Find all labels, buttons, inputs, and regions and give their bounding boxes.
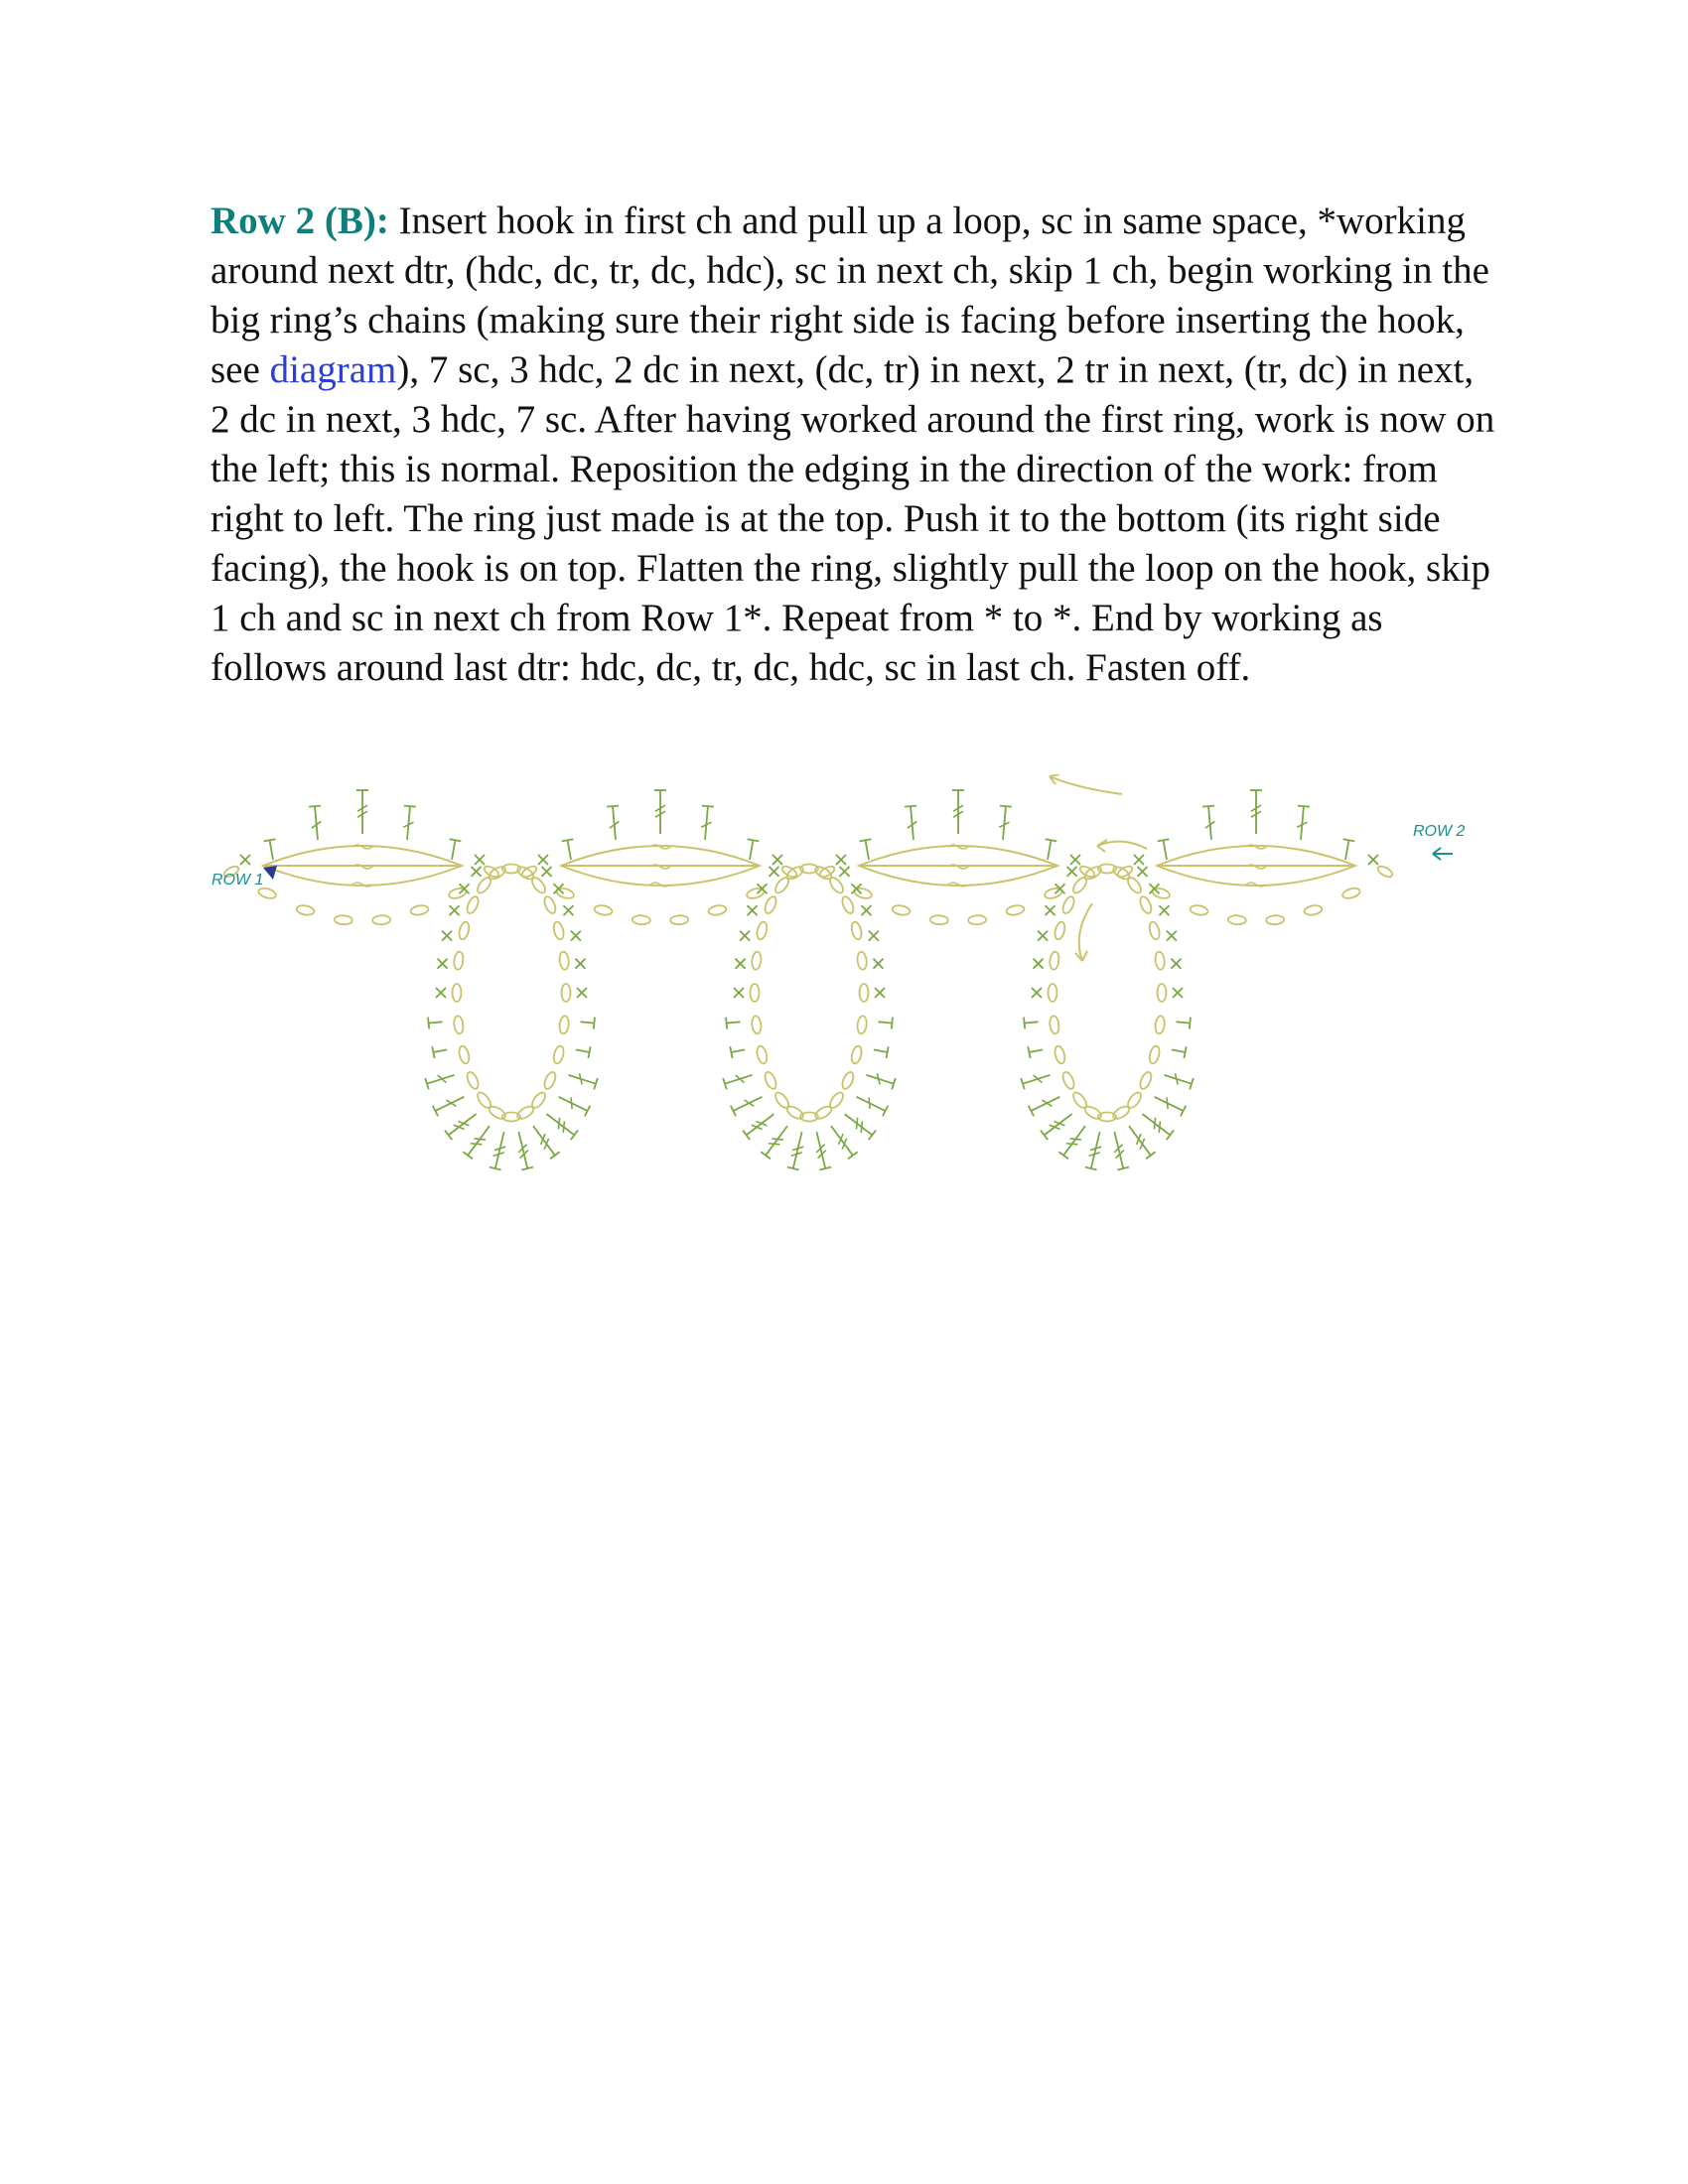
chain-stitch xyxy=(458,921,471,941)
chain-stitch xyxy=(751,951,762,970)
chain-stitch xyxy=(857,1016,868,1034)
chain-stitch xyxy=(892,904,911,916)
chain-stitch xyxy=(1054,921,1066,941)
single-crochet-stitch xyxy=(577,988,587,998)
stitch-symbol xyxy=(997,806,1012,841)
chain-stitch xyxy=(335,915,352,925)
stitch-symbol xyxy=(731,1091,765,1116)
stitch-symbol xyxy=(528,1123,560,1160)
stitch-symbol xyxy=(723,1069,754,1089)
chain-stitch xyxy=(708,904,727,916)
single-crochet-stitch xyxy=(436,988,446,998)
stitch-symbol xyxy=(1029,1091,1062,1116)
stitch-symbol xyxy=(730,1043,746,1057)
big-ring xyxy=(723,865,896,1170)
stitch-symbol xyxy=(432,1043,448,1057)
stitch-symbol xyxy=(433,1091,467,1116)
stitch-symbol xyxy=(1250,790,1262,834)
stitch-symbol xyxy=(1021,1069,1052,1089)
chain-stitch xyxy=(633,915,650,925)
stitch-symbol xyxy=(699,806,714,841)
chain-stitch xyxy=(594,904,613,916)
stitch-symbol xyxy=(1028,1043,1044,1057)
single-crochet-stitch xyxy=(734,988,744,998)
stitch-symbol xyxy=(1058,1123,1090,1160)
stitch-symbol xyxy=(567,1069,598,1089)
chain-stitch xyxy=(1060,895,1075,915)
single-crochet-stitch xyxy=(836,855,846,865)
stitch-symbol xyxy=(952,790,964,834)
stitch-symbol xyxy=(428,1016,443,1028)
single-crochet-stitch xyxy=(442,931,452,941)
stitch-symbol xyxy=(356,790,368,834)
stitch-symbol xyxy=(1085,1131,1105,1170)
top-group xyxy=(520,790,798,925)
chain-stitch xyxy=(840,1070,855,1090)
top-group xyxy=(222,790,500,925)
stitch-symbol xyxy=(490,1131,509,1170)
single-crochet-stitch xyxy=(472,867,482,877)
single-crochet-stitch xyxy=(563,905,573,915)
chain-stitch xyxy=(857,951,868,970)
stitch-symbol xyxy=(761,1123,792,1160)
chain-stitch xyxy=(850,1045,863,1065)
single-crochet-stitch xyxy=(475,855,485,865)
crochet-diagram xyxy=(194,774,1494,1181)
chain-stitch xyxy=(763,1070,777,1090)
single-crochet-stitch xyxy=(869,931,879,941)
chain-stitch xyxy=(1148,921,1161,941)
chain-stitch xyxy=(552,1045,565,1065)
diagram-link[interactable]: diagram xyxy=(269,348,397,391)
stitch-symbol xyxy=(446,839,461,861)
chain-stitch xyxy=(1054,1045,1066,1065)
stitch-symbol xyxy=(865,1069,896,1089)
row-2-label: ROW 2 xyxy=(1413,823,1466,840)
chain-stitch xyxy=(840,895,855,915)
stitch-symbol xyxy=(905,806,919,841)
stitch-symbol xyxy=(1171,1043,1187,1057)
chain-stitch xyxy=(1228,915,1246,925)
chain-stitch xyxy=(372,915,390,925)
stitch-symbol xyxy=(580,1016,595,1028)
single-crochet-stitch xyxy=(438,959,448,969)
chain-stitch xyxy=(1125,876,1143,895)
stitch-symbol xyxy=(309,806,324,841)
stitch-symbol xyxy=(543,1109,578,1140)
chain-stitch xyxy=(930,915,948,925)
single-crochet-stitch xyxy=(861,905,871,915)
single-crochet-stitch xyxy=(770,867,779,877)
single-crochet-stitch xyxy=(1167,931,1177,941)
curved-arrow-icon xyxy=(1097,842,1147,849)
stitch-symbol xyxy=(811,1131,831,1170)
chain-stitch xyxy=(1148,1045,1161,1065)
single-crochet-stitch xyxy=(875,988,885,998)
single-crochet-stitch xyxy=(1159,905,1169,915)
chain-stitch xyxy=(562,984,571,1002)
chain-stitch xyxy=(1049,951,1059,970)
chain-stitch xyxy=(465,1070,480,1090)
stitch-symbol xyxy=(1202,806,1217,841)
stitch-symbol xyxy=(1139,1109,1174,1140)
chain-stitch xyxy=(756,921,769,941)
single-crochet-stitch xyxy=(538,855,548,865)
single-crochet-stitch xyxy=(840,867,850,877)
single-crochet-stitch xyxy=(450,905,460,915)
curved-arrow-icon xyxy=(1050,776,1122,794)
single-crochet-stitch xyxy=(1138,867,1148,877)
chain-stitch xyxy=(552,921,565,941)
stitch-symbol xyxy=(787,1131,807,1170)
chain-stitch xyxy=(1070,1090,1088,1110)
chain-stitch xyxy=(756,1045,769,1065)
stitch-symbol xyxy=(556,1091,590,1116)
stitch-symbol xyxy=(562,839,577,861)
chain-stitch xyxy=(453,1016,464,1034)
stitch-symbol xyxy=(854,1091,888,1116)
instructions-text-part-1: Insert hook in first ch and pull up a loop, sc in same space, *working around next dtr, (hdc, dc, tr, dc, hdc), sc in next ch, skip 1 ch, begin working in the big ring’s chains (making sure their right side is facing before inserting the hook, see xyxy=(211,200,1489,391)
chain-stitch xyxy=(850,921,863,941)
top-group xyxy=(1116,790,1394,925)
stitch-symbol xyxy=(1041,1109,1075,1140)
single-crochet-stitch xyxy=(736,959,746,969)
chain-stitch xyxy=(860,984,869,1002)
single-crochet-stitch xyxy=(740,931,750,941)
single-crochet-stitch xyxy=(1067,867,1077,877)
row-heading: Row 2 (B): xyxy=(211,200,389,242)
stitch-symbol xyxy=(1176,1016,1191,1028)
chain-stitch xyxy=(773,1090,790,1110)
single-crochet-stitch xyxy=(873,959,883,969)
stitch-symbol xyxy=(744,839,759,861)
chain-stitch xyxy=(1190,904,1208,916)
stitch-symbol xyxy=(1163,1069,1194,1089)
stitch-symbol xyxy=(1158,839,1173,861)
row-1-label: ROW 1 xyxy=(211,872,264,888)
chain-stitch xyxy=(1155,1016,1166,1034)
single-crochet-stitch xyxy=(1171,959,1181,969)
stitch-symbol xyxy=(1124,1123,1156,1160)
instructions-text-part-2: ), 7 sc, 3 hdc, 2 dc in next, (dc, tr) in next, 2 tr in next, (tr, dc) in next, 2 dc in next, 3 hdc, 7 sc. After having worked around the first ring, work is now on the left; this is normal. Reposition the edging in the direction of the work: from right to left. The ring just made is at the top. Push it to the bottom (its right side facing), the hook is on top. Flatten the ring, slightly pull the loop on the hook, skip 1 ch and sc in next ch from Row 1*. Repeat from * to *. End by working as follows around last dtr: hdc, dc, tr, dc, hdc, sc in last ch. Fasten off. xyxy=(211,348,1495,689)
stitch-symbol xyxy=(1339,839,1354,861)
chain-stitch xyxy=(1341,887,1361,900)
stitch-symbol xyxy=(726,1016,741,1028)
chain-stitch xyxy=(1049,984,1057,1002)
chain-stitch xyxy=(559,951,570,970)
chain-stitch xyxy=(1138,895,1153,915)
single-crochet-stitch xyxy=(542,867,552,877)
chain-stitch xyxy=(670,915,688,925)
row-1-edging xyxy=(222,790,1394,925)
stitch-symbol xyxy=(1152,1091,1186,1116)
big-ring xyxy=(1021,865,1194,1170)
chain-stitch xyxy=(453,951,464,970)
row-2-arrow-icon xyxy=(1433,848,1453,860)
chain-stitch xyxy=(827,876,845,895)
single-crochet-stitch xyxy=(1173,988,1183,998)
stitch-symbol xyxy=(1042,839,1056,861)
stitch-symbol xyxy=(463,1123,494,1160)
single-crochet-stitch xyxy=(575,959,585,969)
stitch-symbol xyxy=(445,1109,480,1140)
stitch-symbol xyxy=(1024,1016,1039,1028)
stitch-symbol xyxy=(841,1109,876,1140)
chain-stitch xyxy=(1304,904,1323,916)
chain-stitch xyxy=(465,895,480,915)
single-crochet-stitch xyxy=(1134,855,1144,865)
chain-stitch xyxy=(1060,1070,1075,1090)
single-crochet-stitch xyxy=(773,855,782,865)
single-crochet-stitch xyxy=(1034,959,1044,969)
single-crochet-stitch xyxy=(1046,905,1055,915)
chain-stitch xyxy=(475,1090,492,1110)
stitch-symbol xyxy=(873,1043,889,1057)
chain-stitch xyxy=(529,876,547,895)
single-crochet-stitch xyxy=(1038,931,1048,941)
stitch-symbol xyxy=(401,806,416,841)
row-2-rings xyxy=(425,865,1194,1170)
chain-stitch xyxy=(1376,865,1394,880)
single-crochet-stitch xyxy=(1368,855,1378,865)
chain-stitch xyxy=(1266,915,1284,925)
chain-stitch xyxy=(968,915,986,925)
chain-stitch xyxy=(751,1016,762,1034)
stitch-symbol xyxy=(826,1123,858,1160)
chain-stitch xyxy=(763,895,777,915)
stitch-symbol xyxy=(743,1109,777,1140)
stitch-symbol xyxy=(1295,806,1310,841)
chain-stitch xyxy=(559,1016,570,1034)
single-crochet-stitch xyxy=(1032,988,1042,998)
stitch-symbol xyxy=(575,1043,591,1057)
row-2-instructions xyxy=(211,197,1501,693)
chain-stitch xyxy=(1049,1016,1059,1034)
stitch-symbol xyxy=(1109,1131,1129,1170)
single-crochet-stitch xyxy=(748,905,758,915)
chain-stitch xyxy=(1138,1070,1153,1090)
chain-stitch xyxy=(458,1045,471,1065)
big-ring xyxy=(425,865,598,1170)
chain-stitch xyxy=(1158,984,1167,1002)
single-crochet-stitch xyxy=(240,855,250,865)
chain-stitch xyxy=(296,904,315,916)
chain-stitch xyxy=(1155,951,1166,970)
top-group xyxy=(818,790,1096,925)
chain-stitch xyxy=(410,904,429,916)
row-1-arrow-icon xyxy=(263,866,277,880)
chain-stitch xyxy=(542,1070,557,1090)
chain-stitch xyxy=(257,887,277,900)
stitch-symbol xyxy=(860,839,875,861)
stitch-symbol xyxy=(607,806,622,841)
stitch-symbol xyxy=(425,1069,456,1089)
chain-stitch xyxy=(453,984,462,1002)
chain-stitch xyxy=(542,895,557,915)
stitch-symbol xyxy=(264,839,279,861)
single-crochet-stitch xyxy=(1070,855,1080,865)
stitch-symbol xyxy=(878,1016,893,1028)
chain-stitch xyxy=(751,984,760,1002)
single-crochet-stitch xyxy=(571,931,581,941)
stitch-symbol xyxy=(654,790,666,834)
stitch-symbol xyxy=(513,1131,533,1170)
chain-stitch xyxy=(1006,904,1025,916)
